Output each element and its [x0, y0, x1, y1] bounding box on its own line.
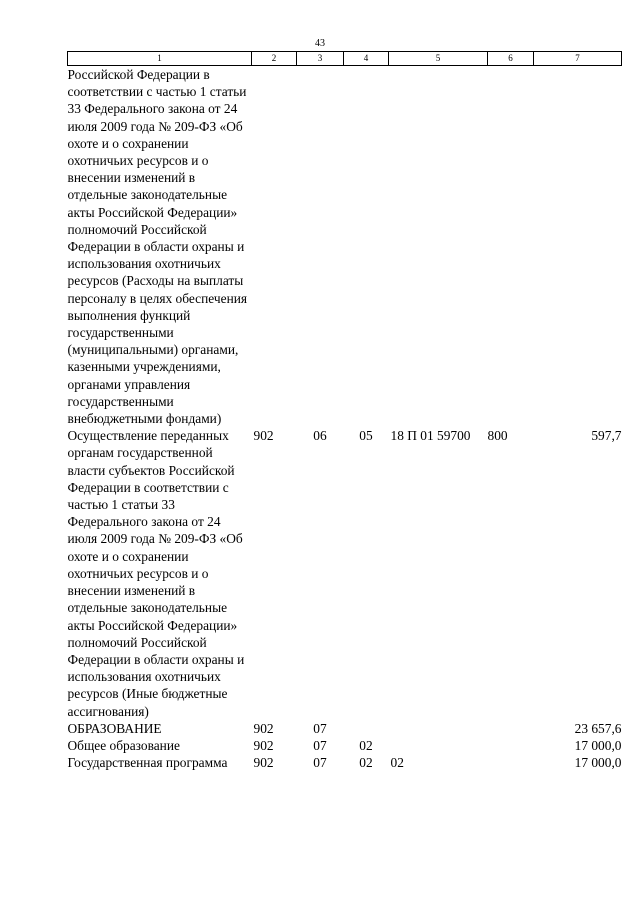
row-name: Государственная программа — [67, 755, 228, 771]
column-header-7: 7 — [534, 52, 622, 66]
column-header-2: 2 — [252, 52, 297, 66]
table-row — [68, 720, 622, 737]
row-ministry-code: 902 — [253, 428, 274, 444]
row-subsection-code: 02 — [359, 737, 373, 753]
row-ministry-code: 902 — [253, 720, 274, 736]
row-target-code: 18 П 01 59700 — [390, 428, 471, 444]
row-subsection-code: 05 — [359, 428, 373, 444]
row-section-code — [297, 66, 344, 428]
table-header-row — [68, 52, 622, 66]
row-expense-type: 800 — [487, 428, 508, 444]
table-row — [68, 754, 622, 771]
row-section-code: 07 — [313, 737, 327, 753]
row-target-code — [389, 737, 488, 754]
row-target-code — [389, 720, 488, 737]
row-name: Общее образование — [67, 737, 180, 753]
table-row — [68, 427, 622, 719]
row-ministry-code — [252, 66, 297, 428]
row-subsection-code: 02 — [359, 755, 373, 771]
row-subsection-code — [344, 66, 389, 428]
row-amount — [534, 66, 622, 428]
row-name: Осуществление переданных органам государственной власти субъектов Российской Федерации в соответствии с частью 1 статьи 33 Федерального закона от 24 июля 2009 года № 209-ФЗ «Об охоте и о сохранении охотничьих ресурсов и о внесении изменений в отдельные законодательные акты Российской Федерации» полномочий Российской Федерации в области охраны и использования охотничьих ресурсов (Иные бюджетные ассигнования) — [67, 428, 245, 719]
table-row — [68, 66, 622, 428]
row-name: ОБРАЗОВАНИЕ — [67, 720, 162, 736]
row-amount: 17 000,0 — [574, 755, 622, 771]
row-expense-type — [488, 737, 534, 754]
row-amount: 597,7 — [591, 428, 622, 444]
column-header-5: 5 — [389, 52, 488, 66]
column-header-1: 1 — [68, 52, 252, 66]
budget-table — [67, 51, 622, 771]
row-target-code: 02 — [390, 755, 404, 771]
row-expense-type — [488, 720, 534, 737]
column-header-6: 6 — [488, 52, 534, 66]
row-amount: 17 000,0 — [574, 737, 622, 753]
row-subsection-code — [344, 720, 389, 737]
row-expense-type — [488, 754, 534, 771]
table-row — [68, 737, 622, 754]
row-ministry-code: 902 — [253, 737, 274, 753]
row-name: Российской Федерации в соответствии с частью 1 статьи 33 Федерального закона от 24 июля 2009 года № 209-ФЗ «Об охоте и о сохранении охотничьих ресурсов и о внесении изменений в отдельные законодательные акты Российской Федерации» полномочий Российской Федерации в области охраны и использования охотничьих ресурсов (Расходы на выплаты персоналу в целях обеспечения выполнения функций государственными (муниципальными) органами, казенными учреждениями, органами управления государственными внебюджетными фондами) — [67, 67, 248, 427]
row-ministry-code: 902 — [253, 755, 274, 771]
row-amount: 23 657,6 — [574, 720, 622, 736]
page-number: 43 — [315, 38, 325, 49]
row-section-code: 07 — [313, 720, 327, 736]
row-expense-type — [488, 66, 534, 428]
column-header-3: 3 — [297, 52, 344, 66]
row-section-code: 06 — [313, 428, 327, 444]
row-section-code: 07 — [313, 755, 327, 771]
column-header-4: 4 — [344, 52, 389, 66]
row-target-code — [389, 66, 488, 428]
